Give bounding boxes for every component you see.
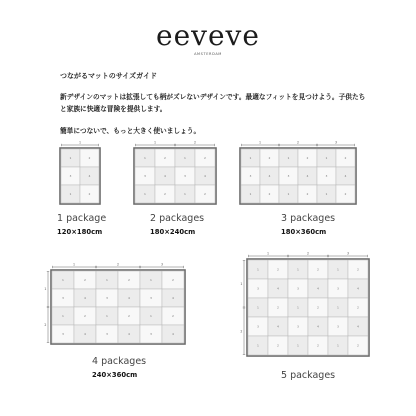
tile-number: 2 [306,192,309,196]
tile-number: 1 [144,192,146,196]
dimension-number: 1 [266,251,270,256]
tile-number: 3 [325,174,328,178]
tile-number: 2 [277,305,279,310]
tile-number: 2 [317,343,319,348]
tile-number: 4 [88,174,91,178]
package-4-label: 4 packages [92,356,147,367]
tile-number: 1 [69,156,72,160]
tile-number: 3 [249,174,252,178]
tile-number: 4 [128,296,130,300]
mat-diagram-4-packages [42,262,190,352]
tile-number: 2 [344,192,347,196]
intro-paragraph: 新デザインのマットは拡張しても柄がズレないデザインです。最適なフィットを見つけよう。子供たちと家族に快適な冒険を提供します。 [60,93,366,113]
tile-number: 4 [317,324,319,329]
tile-number: 4 [317,286,319,291]
tile-number: 3 [257,286,259,291]
package-5-label: 5 packages [281,370,336,381]
dimension-number: 3 [334,140,338,145]
tile-number: 2 [172,314,174,318]
tile-number: 2 [84,278,86,282]
tile-number: 1 [337,267,339,272]
tile-number: 3 [287,174,290,178]
tile-number: 1 [297,267,299,272]
mat-grid [134,141,216,204]
dimension-number: 1 [258,140,262,145]
brand-logo: eeveve [156,19,260,52]
tile-number: 1 [184,192,186,196]
tile-number: 4 [277,286,279,291]
tile-number: 3 [106,296,108,300]
tile-number: 3 [62,296,64,300]
dimension-number: 1 [153,140,157,145]
tile-number: 1 [297,305,299,310]
tile-number: 1 [257,267,259,272]
tile-number: 2 [128,278,130,282]
tile-number: 4 [204,174,206,178]
tile-number: 3 [257,324,259,329]
tile-number: 2 [277,267,279,272]
mat-grid [240,252,369,356]
tile-number: 2 [204,192,206,196]
dimension-number: 2 [44,323,47,327]
tile-number: 1 [287,192,290,196]
dimension-number: 3 [346,251,350,256]
dimension-number: 2 [240,329,243,334]
page-heading: つながるマットのサイズガイド [60,72,157,80]
tile-number: 1 [337,343,339,348]
package-4-size: 240×360cm [92,371,138,379]
tile-number: 2 [204,156,206,160]
package-3-size: 180×360cm [281,228,327,236]
tile-number: 2 [357,305,359,310]
tile-number: 3 [150,332,152,336]
tile-number: 1 [62,278,64,282]
tile-number: 4 [306,174,309,178]
tile-number: 3 [297,324,299,329]
tile-number: 1 [287,156,290,160]
tile-number: 4 [344,174,347,178]
tile-number: 1 [144,156,146,160]
mat-diagram-5-packages [238,251,378,366]
tile-number: 3 [150,296,152,300]
tile-number: 1 [184,156,186,160]
package-3-label: 3 packages [281,213,336,224]
brand-subtitle: AMSTERDAM [194,52,222,56]
connect-paragraph: 簡単につないで、もっと大きく使いましょう。 [60,127,201,135]
tile-number: 3 [69,174,72,178]
package-1-label: 1 package [57,213,107,224]
mat-grid [60,141,100,204]
tile-number: 1 [257,343,259,348]
dimension-number: 2 [296,140,300,145]
tile-number: 4 [357,324,359,329]
tile-number: 2 [164,192,166,196]
dimension-number: 2 [116,262,120,267]
tile-number: 3 [337,324,339,329]
package-2-label: 2 packages [150,213,205,224]
tile-number: 4 [172,332,174,336]
dimension-number: 1 [72,262,76,267]
tile-number: 2 [128,314,130,318]
tile-number: 4 [164,174,166,178]
mat-grid [44,263,185,344]
tile-number: 2 [317,267,319,272]
tile-number: 1 [150,314,152,318]
tile-number: 1 [325,192,328,196]
tile-number: 2 [88,156,91,160]
tile-number: 4 [128,332,130,336]
tile-number: 1 [337,305,339,310]
tile-number: 1 [106,314,108,318]
tile-number: 3 [106,332,108,336]
tile-number: 2 [344,156,347,160]
tile-number: 1 [249,192,252,196]
tile-number: 1 [297,343,299,348]
tile-number: 2 [357,343,359,348]
tile-number: 1 [106,278,108,282]
tile-number: 3 [297,286,299,291]
mat-diagram-3-packages [236,140,360,209]
tile-number: 2 [317,305,319,310]
dimension-number: 1 [78,140,82,145]
tile-number: 3 [337,286,339,291]
tile-number: 4 [84,296,86,300]
dimension-number: 1 [240,281,243,286]
tile-number: 1 [62,314,64,318]
tile-number: 1 [325,156,328,160]
dimension-number: 1 [44,287,47,291]
tile-number: 1 [249,156,252,160]
mat-diagram-2-packages [131,140,221,209]
tile-number: 2 [268,192,271,196]
tile-number: 4 [172,296,174,300]
mat-grid [240,141,356,204]
tile-number: 3 [62,332,64,336]
tile-number: 4 [268,174,271,178]
tile-number: 2 [306,156,309,160]
tile-number: 3 [184,174,186,178]
tile-number: 2 [357,267,359,272]
tile-number: 4 [277,324,279,329]
tile-number: 2 [268,156,271,160]
dimension-number: 3 [160,262,164,267]
dimension-number: 2 [306,251,310,256]
tile-number: 2 [88,192,91,196]
tile-number: 1 [69,192,72,196]
dimension-number: 2 [193,140,197,145]
tile-number: 4 [84,332,86,336]
tile-number: 3 [144,174,146,178]
package-2-size: 180×240cm [150,228,196,236]
tile-number: 2 [172,278,174,282]
tile-number: 1 [257,305,259,310]
tile-number: 2 [277,343,279,348]
tile-number: 1 [150,278,152,282]
tile-number: 2 [84,314,86,318]
mat-diagram-1-package [55,140,105,209]
tile-number: 2 [164,156,166,160]
tile-number: 4 [357,286,359,291]
package-1-size: 120×180cm [57,228,103,236]
